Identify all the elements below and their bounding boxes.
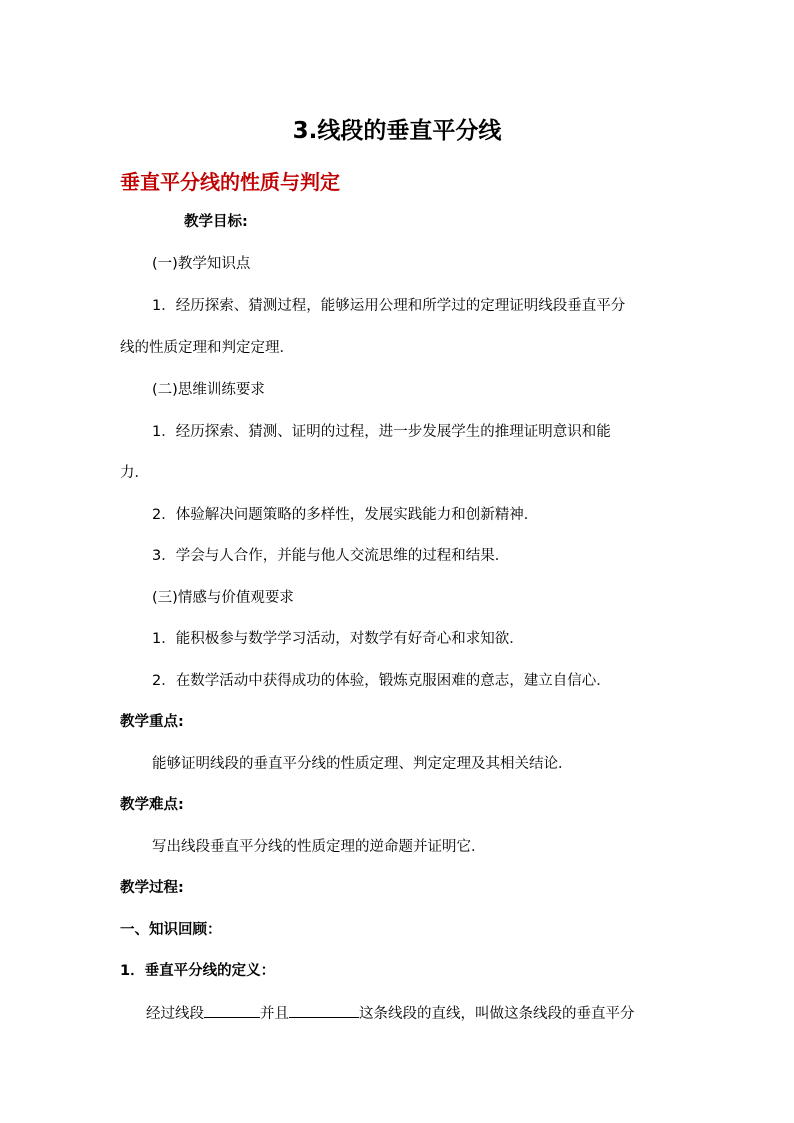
fill-blank-2 <box>289 1003 359 1018</box>
knowledge-heading: (一)教学知识点 <box>152 256 251 272</box>
definition-heading: 1．垂直平分线的定义： <box>120 963 276 979</box>
knowledge-item-1-line-1: 1．经历探索、猜测过程，能够运用公理和所学过的定理证明线段垂直平分 <box>152 298 626 314</box>
review-heading: 一、知识回顾： <box>120 922 222 938</box>
thinking-item-1-line-2: 力． <box>120 465 149 481</box>
key-points-heading: 教学重点: <box>120 714 184 730</box>
process-heading: 教学过程: <box>120 880 184 896</box>
definition-part-3: 这条线段的直线，叫做这条线段的垂直平分 <box>359 1006 635 1022</box>
difficulty-heading: 教学难点: <box>120 797 184 813</box>
thinking-item-3: 3．学会与人合作，并能与他人交流思维的过程和结果． <box>152 548 510 564</box>
emotion-heading: (三)情感与价值观要求 <box>152 590 294 606</box>
knowledge-item-1-line-2: 线的性质定理和判定定理． <box>120 340 294 356</box>
thinking-item-1-line-1: 1．经历探索、猜测、证明的过程，进一步发展学生的推理证明意识和能 <box>152 424 611 440</box>
key-points-text: 能够证明线段的垂直平分线的性质定理、判定定理及其相关结论． <box>152 756 573 772</box>
emotion-item-1: 1．能积极参与数学学习活动，对数学有好奇心和求知欲． <box>152 631 524 647</box>
section-subtitle: 垂直平分线的性质与判定 <box>120 170 340 194</box>
thinking-heading: (二)思维训练要求 <box>152 382 265 398</box>
definition-part-2: 并且 <box>260 1006 289 1022</box>
definition-part-1: 经过线段 <box>146 1006 204 1022</box>
thinking-item-2: 2．体验解决问题策略的多样性，发展实践能力和创新精神． <box>152 507 539 523</box>
emotion-item-2: 2．在数学活动中获得成功的体验，锻炼克服困难的意志，建立自信心． <box>152 673 611 689</box>
objectives-heading: 教学目标: <box>184 214 248 230</box>
fill-blank-1 <box>204 1003 260 1018</box>
document-title: 3.线段的垂直平分线 <box>292 118 502 144</box>
difficulty-text: 写出线段垂直平分线的性质定理的逆命题并证明它． <box>152 839 486 855</box>
definition-sentence <box>146 1003 635 1024</box>
